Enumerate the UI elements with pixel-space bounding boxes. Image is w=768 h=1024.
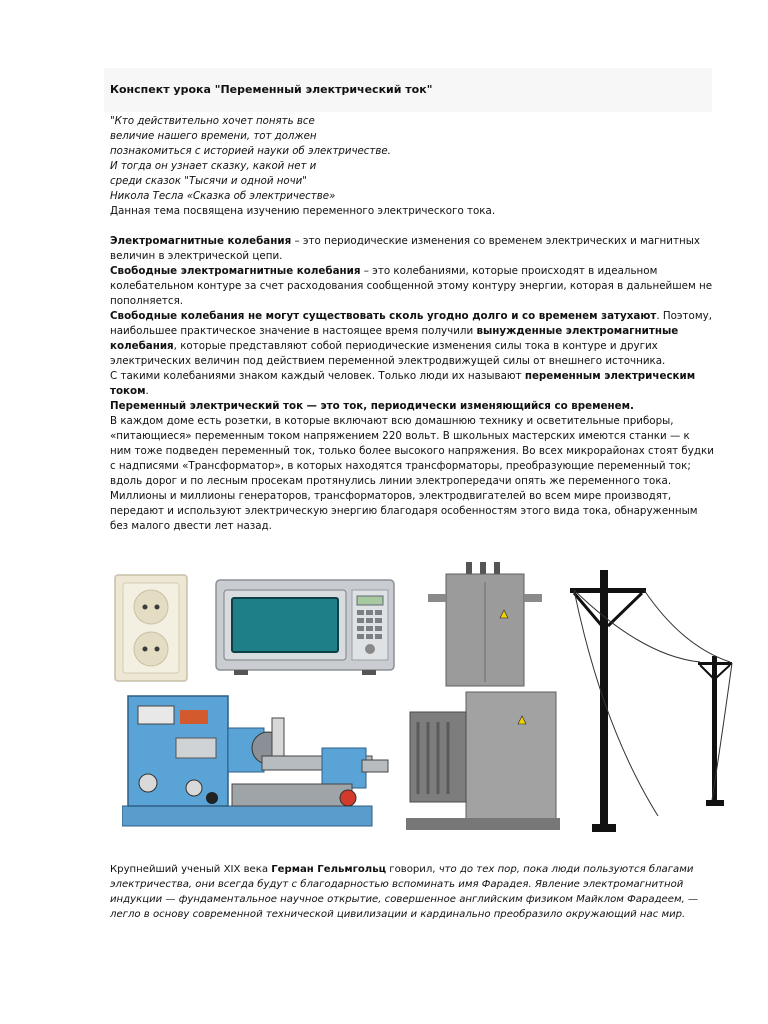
quote-text: что до тех пор, пока люди пользуются благами электричества, они всегда будут с благодарностью вспоминать имя Фарадея. Явление электромагнитной индукции — фундаментальное научное открытие, совершенное английским физиком Майклом Фарадеем, — легло в основу современной технической цивилизации и кардинально преобразило окружающий нас мир.: [110, 864, 699, 920]
epigraph-line: "Кто действительно хочет понять все: [110, 116, 315, 127]
epigraph-line: познакомиться с историей науки об электричестве.: [110, 146, 391, 157]
paragraph-damping: [110, 309, 714, 369]
scientist-name: Герман Гельмгольц: [271, 864, 387, 875]
definition-free-oscillations: [110, 264, 714, 309]
epigraph-line: среди сказок "Тысячи и одной ночи": [110, 176, 307, 187]
definition-em-oscillations: [110, 234, 714, 264]
main-text: [110, 234, 714, 534]
intro-text: Данная тема посвящена изучению переменного электрического тока.: [110, 205, 496, 217]
power-poles-illustration: [562, 566, 750, 836]
text: говорил,: [386, 864, 439, 875]
closing-text: [110, 862, 714, 922]
paragraph-applications: В каждом доме есть розетки, в которые включают всю домашнюю технику и осветительные приборы, «питающиеся» переменным током напряжением 220 вольт. В школьных мастерских имеются станки — к ним тоже подведен переменный ток, только более высокого напряжения. Во всех микрорайонах стоят будки с надписями «Трансформатор», в которых находятся трансформаторы, преобразующие переменный ток; вдоль дорог и по лесным просекам протянулись линии электропередачи опять же переменного тока. Миллионы и миллионы генераторов, трансформаторов, электродвигателей во всем мире производят, передают и используют электрическую энергию благодаря особенностям этого вида тока, обнаруженным без малого двести лет назад.: [110, 415, 714, 532]
epigraph-line: величие нашего времени, тот должен: [110, 131, 317, 142]
text: .: [145, 385, 149, 397]
bold-text: вынужденные электромагнитные колебания: [110, 325, 679, 352]
text: , которые представляют собой периодические изменения силы тока в контуре и других электрических величин под действием переменной электродвижущей силы от внешнего источника.: [110, 340, 666, 367]
microwave-illustration: [214, 578, 396, 678]
text: Крупнейший ученый XIX века: [110, 864, 272, 875]
definition-ac: Переменный электрический ток — это ток, периодически изменяющийся со временем.: [110, 400, 634, 412]
text: С такими колебаниями знаком каждый человек. Только люди их называют: [110, 370, 525, 382]
term: Электромагнитные колебания: [110, 235, 292, 247]
epigraph-line: И тогда он узнает сказку, какой нет и: [110, 161, 317, 172]
lathe-illustration: [122, 688, 394, 840]
transformer-booth-illustration: [404, 562, 560, 832]
intro-paragraph: [110, 204, 714, 219]
definition-text: – это периодические изменения со временем электрических и магнитных величин в электрической цепи.: [110, 235, 700, 262]
epigraph: [110, 114, 391, 204]
socket-illustration: [114, 574, 188, 682]
epigraph-line: Никола Тесла «Сказка об электричестве»: [110, 191, 336, 202]
page-title: Конспект урока "Переменный электрический ток": [110, 83, 433, 96]
term: Свободные электромагнитные колебания: [110, 265, 361, 277]
closing-paragraph: [110, 862, 714, 922]
text: . Поэтому, наибольшее практическое значение в настоящее время получили: [110, 310, 712, 337]
definition-text: – это колебаниями, которые происходят в идеальном колебательном контуре за счет расходования сообщенной этому контуру энергии, которая в дальнейшем не пополняется.: [110, 265, 713, 307]
bold-text: переменным электрическим током: [110, 370, 696, 397]
bold-text: Свободные колебания не могут существовать сколь угодно долго и со временем затухают: [110, 310, 657, 322]
paragraph-ac-name: [110, 369, 714, 399]
